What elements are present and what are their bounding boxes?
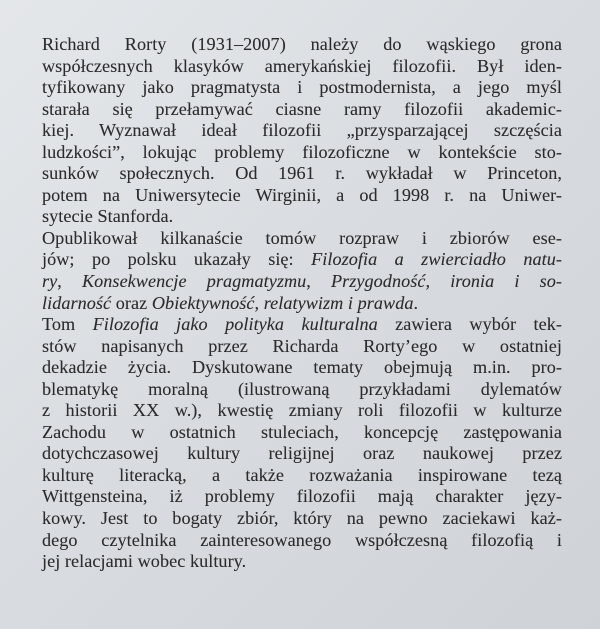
text-segment: z historii XX w.), kwestię zmiany roli filozofii w kulturze [42, 400, 562, 421]
text-segment: oraz [111, 292, 152, 313]
text-line [42, 56, 562, 78]
text-line [42, 379, 562, 401]
text-segment: Richard Rorty (1931–2007) należy do wąskiego grona [42, 34, 562, 54]
text-segment: Wittgensteina, iż problemy filozofii mają charakter języ- [42, 486, 562, 507]
text-segment: dotychczasowej kultury religijnej oraz naukowej przez [42, 443, 562, 464]
italic-title: Przygodność, ironia i so- [330, 271, 562, 292]
text-line [42, 142, 562, 164]
text-segment: jej relacjami wobec kultury. [42, 551, 247, 572]
text-segment: Opublikował kilkanaście tomów rozpraw i zbiorów ese- [42, 227, 562, 248]
text-segment: dekadzie życia. Dyskutowane tematy obejmują m.in. pro- [42, 357, 562, 378]
text-line [42, 336, 562, 358]
text-line [42, 486, 562, 508]
text-segment: ludzkości”, lokując problemy filozoficzne w kontekście sto- [42, 141, 562, 162]
text-segment: Tom [42, 314, 93, 335]
text-segment: stów napisanych przez Richarda Rorty’ego w ostatniej [42, 335, 562, 356]
text-segment: tyfikowany jako pragmatysta i postmodernista, a jego myśl [42, 77, 562, 98]
text-segment: starała się przełamywać ciasne ramy filozofii akademic- [42, 98, 562, 119]
italic-title: lidarność [42, 292, 112, 313]
text-line [42, 465, 562, 487]
text-line [42, 357, 562, 379]
italic-title: Obiektywność, relatywizm i prawda [151, 292, 414, 313]
book-description [42, 34, 562, 573]
text-segment: , [306, 271, 331, 292]
text-segment: jów; po polsku ukazały się: [42, 249, 312, 270]
italic-title: ry [42, 271, 58, 292]
text-segment: . [413, 292, 419, 313]
text-line [42, 314, 562, 336]
text-segment: sytecie Stanforda. [42, 206, 174, 227]
italic-title: Konsekwencje pragmatyzmu [81, 271, 307, 292]
text-line [42, 293, 562, 315]
text-segment: blematykę moralną (ilustrowaną przykładami dylematów [42, 378, 562, 399]
text-line [42, 120, 562, 142]
text-segment: potem na Uniwersytecie Wirginii, a od 1998 r. na Uniwer- [42, 184, 562, 205]
italic-title: Filozofia a zwierciadło natu- [311, 249, 562, 270]
text-line [42, 508, 562, 530]
text-line [42, 443, 562, 465]
text-line [42, 34, 562, 56]
text-line [42, 99, 562, 121]
italic-title: Filozofia jako polityka kulturalna [92, 314, 378, 335]
text-segment: sunków społecznych. Od 1961 r. wykładał w Princeton, [42, 163, 562, 184]
text-line [42, 163, 562, 185]
text-segment: zawiera wybór tek- [377, 314, 563, 335]
text-segment: kiej. Wyznawał ideał filozofii „przysparzającej szczęścia [42, 120, 562, 141]
text-segment: współczesnych klasyków amerykańskiej filozofii. Był iden- [42, 55, 562, 76]
text-segment: kowy. Jest to bogaty zbiór, który na pewno zaciekawi każ- [42, 508, 562, 529]
text-line [42, 228, 562, 250]
text-segment: dego czytelnika zainteresowanego współczesną filozofią i [42, 529, 562, 550]
text-line [42, 249, 562, 271]
text-line [42, 422, 562, 444]
text-segment: Zachodu w ostatnich stuleciach, koncepcję zastępowania [42, 421, 562, 442]
text-line [42, 271, 562, 293]
text-line [42, 400, 562, 422]
text-segment: kulturę literacką, a także rozważania inspirowane tezą [42, 464, 562, 485]
text-line [42, 77, 562, 99]
text-line [42, 551, 562, 573]
text-line [42, 206, 562, 228]
text-segment: , [57, 271, 82, 292]
text-line [42, 530, 562, 552]
text-line [42, 185, 562, 207]
